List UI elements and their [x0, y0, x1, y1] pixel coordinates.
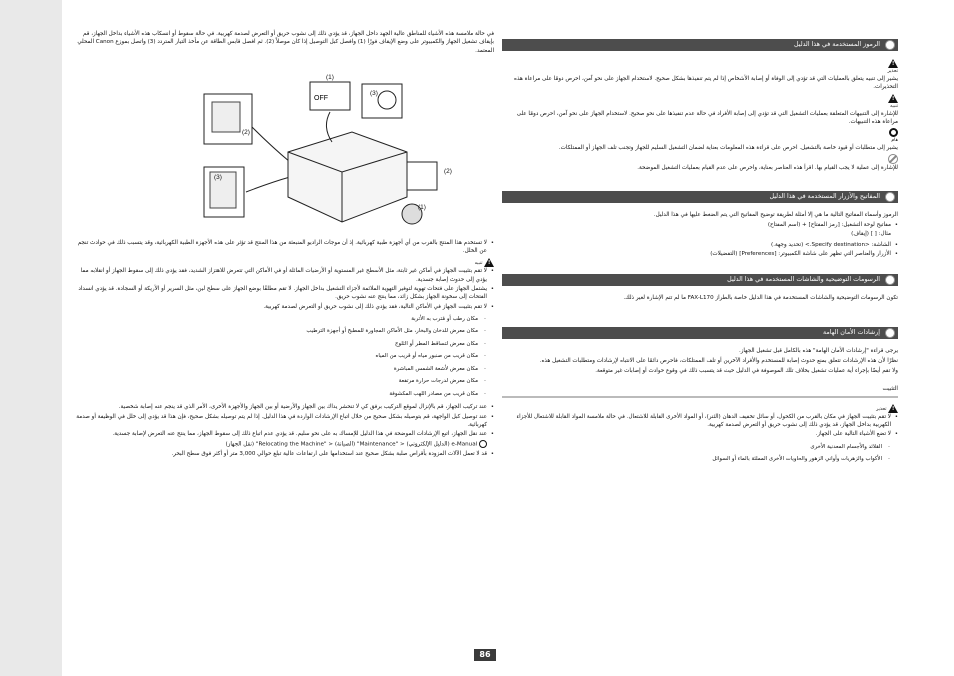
warning-header — [502, 404, 898, 413]
prohibit-icon — [888, 154, 898, 164]
warning-label: تحذير — [887, 69, 898, 74]
installation-warning: • لا تضع الأشياء التالية على الجهاز. — [502, 430, 898, 438]
location-item: - مكان معرض لتساقط المطر أو الثلوج — [74, 341, 494, 349]
warning-description: يشير إلى تنبيه يتعلق بالعمليات التي قد تؤدي إلى الوفاة أو إصابة الأشخاص إذا لم يتم تنفيذها بشكل صحيح. لاستخدام الجهاز على نحو آمن، احرص دومًا على مراعاة هذه التحذيرات. — [514, 76, 898, 91]
warning-label: تحذير — [876, 406, 887, 412]
location-item: - مكان معرض لأشعة الشمس المباشرة — [74, 366, 494, 374]
medical-note: • لا تستخدم هذا المنتج بالقرب من أي أجهزة طبية كهربائية. إذ أن موجات الراديو المنبعثة من هذا المنتج قد تؤثر على هذه الأجهزة الطبية الكهربائية، وقد يتسبب ذلك في حوادث تنجم عن الخلل. — [74, 239, 494, 256]
key-example: • مفاتيح لوحة التشغيل: [رمز المفتاح] + (اسم المفتاح) — [502, 221, 898, 229]
section-title: الرموز المستخدمة في هذا الدليل — [794, 41, 880, 48]
safety-paragraph: ولا تقم أيضًا بإجراء أية عمليات تشغيل بخلاف تلك الموصوفة في الدليل حيث قد يتسبب ذلك في وقوع حوادث أو إصابات غير متوقعة. — [595, 368, 898, 375]
object-item: - القلائد والأجسام المعدنية الأخرى — [502, 444, 898, 452]
location-item: - مكان قريب من صنبور مياه أو قريب من المياه — [74, 353, 494, 361]
important-icon — [889, 128, 898, 137]
important-label: هام — [891, 138, 898, 144]
keys-intro: الرموز وأسماء المفاتيح التالية ما هي إلا أمثلة لطريقة توضيح المفاتيح التي يتم الضغط عليها في هذا الدليل. — [653, 211, 898, 218]
section-icon — [885, 328, 895, 338]
caution-label: تنبيه — [474, 261, 483, 267]
section-header — [502, 327, 898, 339]
caution-item: • عند نقل الجهاز، اتبع الإرشادات الموضحة في هذا الدليل للإمساك به على نحو سليم. قد يؤدي عدم اتباع ذلك إلى سقوط الجهاز، مما ينتج عنه التعرض لإصابة جسدية. — [74, 430, 494, 438]
emanual-reference[interactable] — [74, 440, 494, 449]
printer-diagram — [202, 72, 442, 244]
right-column — [502, 39, 898, 469]
key-example: • الأزرار والعناصر التي تظهر على شاشة الكمبيوتر: [Preferences] (التفضيلات) — [502, 250, 898, 258]
power-disconnect-illustration — [202, 72, 452, 244]
key-example-text: مثال: [ ] (إيقاف) — [851, 231, 891, 238]
safety-paragraph: يرجى قراءة "إرشادات الأمان الهامة" هذه بالكامل قبل تشغيل الجهاز. — [738, 347, 898, 354]
installation-warning: • لا تقم بتثبيت الجهاز في مكان بالقرب من الكحول، أو سائل تخفيف الدهان (الثنر)، أو المواد الأخرى القابلة للاشتعال. في حالة ملامسة المواد القابلة للاشتعال للأجزاء الكهربية بداخل الجهاز، قد يؤدي ذلك إلى نشوب حريق أو التعرض لصدمة كهربية. — [502, 413, 898, 430]
safety-paragraph: نظرًا لأن هذه الإرشادات تتعلق بمنع حدوث إصابة للمستخدم والأفراد الآخرين أو تلف الممتلكات، فاحرص دائمًا على الانتباه لإرشادات ومتطلبات التشغيل هذه. — [539, 357, 898, 364]
warning-icon: ! — [888, 59, 898, 68]
section-icon — [885, 40, 895, 50]
location-item: - مكان رطب أو مُترب به الأتربة — [74, 316, 494, 324]
caution-icon: ! — [484, 258, 494, 267]
caution-item: • لا تقم بتثبيت الجهاز في أماكن غير ثابتة، مثل الأسطح غير المستوية أو الأرضيات المائلة أو في الأماكن التي تتعرض للاهتزاز الشديد، فقد يؤدي ذلك إلى سقوط الجهاز أو انقلابه مما يؤدي إلى حدوث إصابة جسدية. — [74, 267, 494, 284]
important-description: يشير إلى متطلبات أو قيود خاصة بالتشغيل. احرص على قراءة هذه المعلومات بعناية لضمان التشغيل السليم للجهاز وتجنب تلف الجهاز أو الممتلكات. — [558, 145, 898, 152]
section-icon — [885, 192, 895, 202]
section-header — [502, 274, 898, 286]
location-item: - مكان معرض للدخان والبخار، مثل الأماكن المجاورة للمطبخ أو أجهزة الترطيب — [74, 328, 494, 336]
emanual-path: e-Manual (الدليل الإلكتروني) < "Maintenance" (الصيانة) < "Relocating the Machine" (نقل الجهاز) — [225, 441, 478, 448]
intro-paragraph: في حالة ملامسة هذه الأشياء للمناطق عالية الجهد داخل الجهاز، قد يؤدي ذلك إلى نشوب حريق أو التعرض لصدمة كهربية. في حالة سقوط أو انسكاب هذه الأشياء بداخل الجهاز، قم بإيقاف تشغيل الجهاز والكمبيوتر على وضع الإيقاف فورًا (1) وافصل كبل التوصيل إذا كان موصلاً (2). ثم افصل قابس الطاقة عن مأخذ التيار المتردد (3) واتصل بموزع Canon المحلي المعتمد. — [77, 31, 494, 54]
caution-header — [502, 94, 898, 110]
side-margin-strip — [0, 0, 62, 676]
important-header — [502, 128, 898, 144]
warning-header — [502, 59, 898, 75]
off-label: OFF — [314, 95, 328, 102]
caution-label: تنبيه — [890, 103, 898, 109]
caution-icon: ! — [888, 94, 898, 103]
installation-title: التثبيت — [882, 386, 898, 393]
section-title: الرسومات التوضيحية والشاشات المستخدمة في هذا الدليل — [727, 276, 880, 284]
page-number: 86 — [474, 649, 496, 661]
manual-page — [62, 0, 954, 676]
prohibit-header — [502, 154, 898, 164]
callout-1: (1) — [326, 74, 334, 81]
object-item: - الأكواب والزهريات وأواني الزهور والحاويات الأخرى المملئة بالماء أو السوائل — [502, 456, 898, 464]
caution-item: • قد لا تعمل الآلات المزودة بأقراص صلبة بشكل صحيح عند استخدامها على ارتفاعات عالية تبلغ حوالي 3,000 متر أو أكثر فوق سطح البحر. — [74, 450, 494, 458]
caution-description: للإشارة إلى التنبيهات المتعلقة بعمليات التشغيل التي قد تؤدي إلى إصابة الأفراد في حالة عدم تنفيذها على نحو صحيح. لاستخدام الجهاز على نحو آمن، احرص دومًا على مراعاة هذه التنبيهات. — [516, 110, 898, 125]
caution-item: • عند تركيب الجهاز، قم بالإنزال لموقع التركيب برفق كي لا تنحشر يداك بين الجهاز والأرضية أو بين الجهاز والأجهزة الأخرى، الأمر الذي قد ينجم عنه إصابة شخصية. — [74, 403, 494, 411]
section-header — [502, 191, 898, 203]
location-item: - مكان معرض لدرجات حرارة مرتفعة — [74, 378, 494, 386]
warning-icon: ! — [888, 404, 898, 413]
key-example-sample — [502, 230, 898, 238]
callout-1: (1) — [418, 204, 426, 211]
callout-3: (3) — [214, 174, 222, 181]
caution-item: • يشتمل الجهاز على فتحات تهوية لتوفير التهوية الملائمة لأجزاء التشغيل بداخل الجهاز. لا تقم مطلقًا بوضع الجهاز على سطح لين، مثل السرير أو الأريكة أو السجادة. قد يؤدي انسداد الفتحات إلى سخونة الجهاز بشكل زائد، مما ينتج عنه نشوب حريق. — [74, 285, 494, 302]
callout-2: (2) — [444, 168, 452, 175]
callout-2: (2) — [242, 129, 250, 136]
caution-item: • لا تقم بتثبيت الجهاز في الأماكن التالية، فقد يؤدي ذلك إلى نشوب حريق أو التعرض لصدمة كهربية. — [74, 303, 494, 311]
caution-header — [74, 258, 494, 267]
location-item: - مكان قريب من مصادر اللهب المكشوفة — [74, 391, 494, 399]
section-title: إرشادات الأمان الهامة — [823, 328, 880, 336]
section-icon — [885, 275, 895, 285]
installation-divider — [502, 396, 898, 398]
key-example: • الشاشة: <Specify destination.> (تحديد وجهة.) — [502, 241, 898, 249]
prohibit-description: للإشارة إلى عملية لا يجب القيام بها. اقرأ هذه العناصر بعناية، واحرص على عدم القيام بعمليات التشغيل الموضحة. — [637, 165, 898, 172]
emanual-link-icon — [479, 440, 487, 448]
section-header — [502, 39, 898, 51]
callout-3: (3) — [370, 90, 378, 97]
caution-item: • عند توصيل كبل الواجهة، قم بتوصيله بشكل صحيح من خلال اتباع الإرشادات الواردة في هذا الدليل. إذا لم يتم توصيله بشكل صحيح، فإن هذا قد يؤدي إلى خلل في الوظيفة أو صدمة كهربائية. — [74, 413, 494, 430]
section-title: المفاتيح والأزرار المستخدمة في هذا الدليل — [769, 192, 880, 200]
illustrations-note: تكون الرسومات التوضيحية والشاشات المستخدمة في هذا الدليل خاصة بالطراز FAX-L170 ما لم تتم الإشارة لغير ذلك. — [623, 295, 898, 302]
